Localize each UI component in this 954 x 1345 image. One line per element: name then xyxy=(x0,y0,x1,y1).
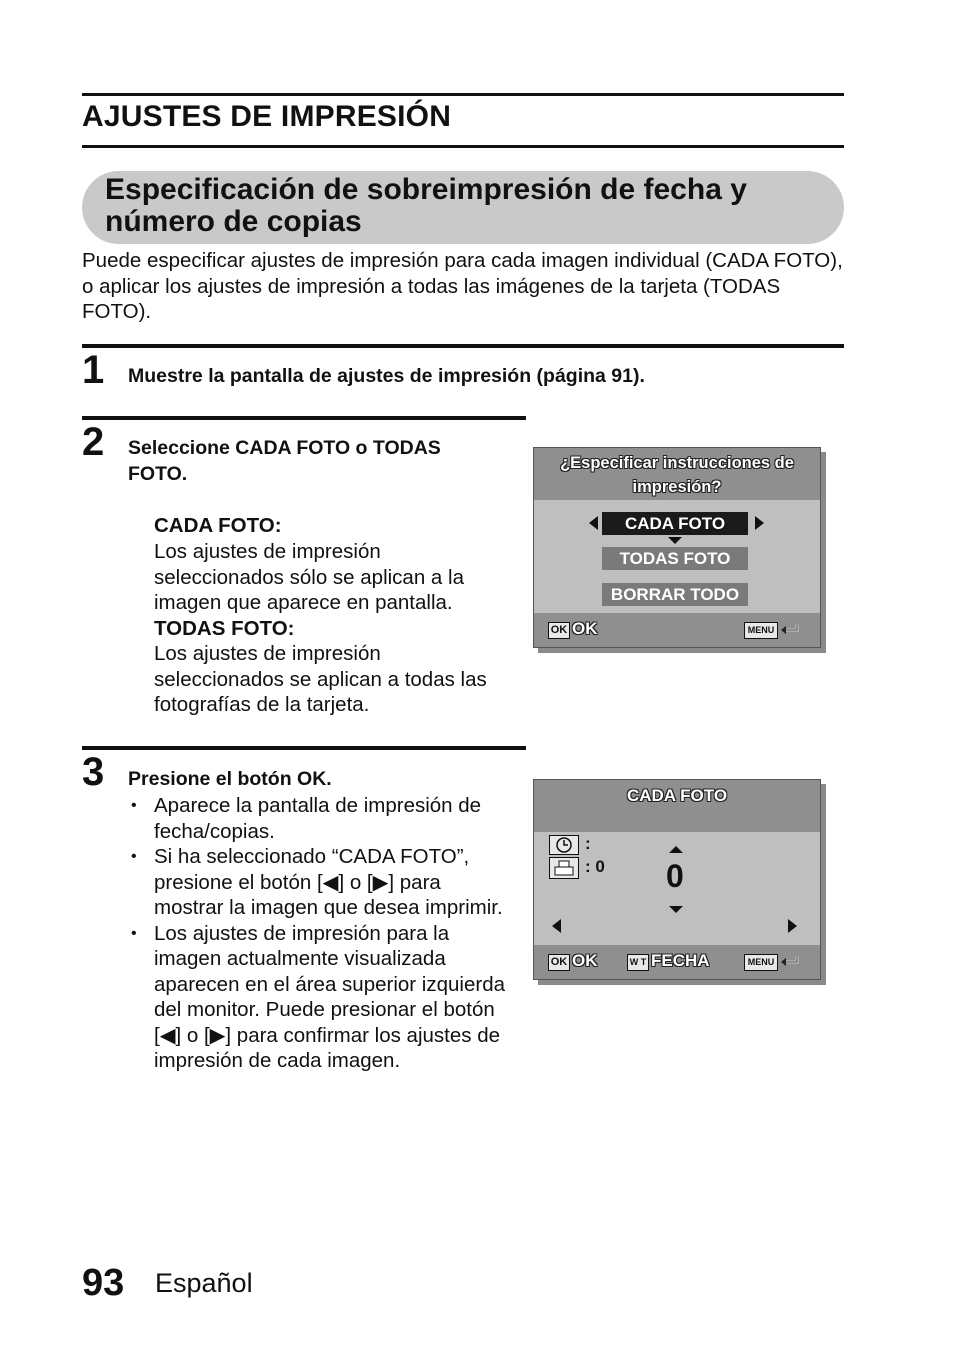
fecha-label: FECHA xyxy=(651,951,710,970)
menu-key-icon: MENU xyxy=(744,622,778,639)
cada-foto-desc: Los ajustes de impresión seleccionados sólo se aplican a la imagen que aparece en pantalla. xyxy=(154,540,464,614)
screen2-header xyxy=(534,780,820,832)
bullet-item: • Si ha seleccionado “CADA FOTO”, presione el botón [◀] o [▶] para mostrar la imagen que desea imprimir. xyxy=(128,844,508,921)
ok-label: OK xyxy=(572,619,598,638)
subheading: Especificación de sobreimpresión de fecha y número de copias xyxy=(105,173,747,238)
step1-number: 1 xyxy=(82,348,105,392)
todas-foto-term: TODAS FOTO: xyxy=(154,617,295,640)
return-icon xyxy=(780,622,800,636)
bullet-item: • Los ajustes de impresión para la imagen actualmente visualizada aparecen en el área superior izquierda del monitor. Puede presionar el botón [◀] o [▶] para confirmar los ajustes de impresión de cada imagen. xyxy=(128,921,508,1074)
print-icon xyxy=(549,857,579,879)
step3-rule xyxy=(82,746,526,750)
date-copies-screen xyxy=(533,779,821,980)
ok-label: OK xyxy=(572,951,598,970)
option-borrar-todo[interactable]: BORRAR TODO xyxy=(602,583,748,606)
intro-paragraph: Puede especificar ajustes de impresión para cada imagen individual (CADA FOTO), o aplicar los ajustes de impresión a todas las imágenes de la tarjeta (TODAS FOTO). xyxy=(82,249,843,323)
option-cada-foto[interactable]: CADA FOTO xyxy=(602,512,748,535)
return-icon xyxy=(780,954,800,968)
step2-number: 2 xyxy=(82,420,105,464)
right-arrow-icon xyxy=(755,516,764,530)
date-value: : xyxy=(585,834,591,853)
screen1-title: ¿Especificar instrucciones de impresión? xyxy=(560,454,794,496)
step3-number: 3 xyxy=(82,750,105,794)
step2-title: Seleccione CADA FOTO o TODAS FOTO. xyxy=(128,437,441,485)
copies-value: : 0 xyxy=(585,857,605,876)
page-number: 93 xyxy=(82,1262,125,1304)
section-title-underline xyxy=(82,145,844,148)
section-title: AJUSTES DE IMPRESIÓN xyxy=(82,100,452,133)
cada-foto-term: CADA FOTO: xyxy=(154,514,282,537)
left-arrow-icon xyxy=(589,516,598,530)
step1-rule xyxy=(82,344,844,348)
screen1-header xyxy=(534,448,820,500)
up-arrow-icon xyxy=(669,846,683,853)
screen1-footer xyxy=(534,613,820,647)
ok-key-icon: OK xyxy=(548,954,570,971)
screen2-footer xyxy=(534,945,820,979)
language-label: Español xyxy=(155,1268,253,1298)
down-arrow-icon xyxy=(668,537,682,544)
print-options-screen xyxy=(533,447,821,648)
clock-icon xyxy=(549,835,579,855)
left-arrow-icon[interactable] xyxy=(552,919,561,933)
wt-key-icon: W T xyxy=(627,954,649,971)
down-arrow-icon xyxy=(669,906,683,913)
top-rule xyxy=(82,93,844,96)
step2-rule xyxy=(82,416,526,420)
ok-key-icon: OK xyxy=(548,622,570,639)
step1-title: Muestre la pantalla de ajustes de impresión (página 91). xyxy=(128,365,645,387)
copies-count: 0 xyxy=(666,858,684,894)
step3-title: Presione el botón OK. xyxy=(128,768,332,790)
screen2-title: CADA FOTO xyxy=(626,786,728,805)
right-arrow-icon[interactable] xyxy=(788,919,797,933)
step3-bullets xyxy=(128,793,508,1074)
todas-foto-desc: Los ajustes de impresión seleccionados se aplican a todas las fotografías de la tarjeta. xyxy=(154,642,487,716)
bullet-item: • Aparece la pantalla de impresión de fecha/copias. xyxy=(128,793,508,844)
menu-key-icon: MENU xyxy=(744,954,778,971)
option-todas-foto[interactable]: TODAS FOTO xyxy=(602,547,748,570)
